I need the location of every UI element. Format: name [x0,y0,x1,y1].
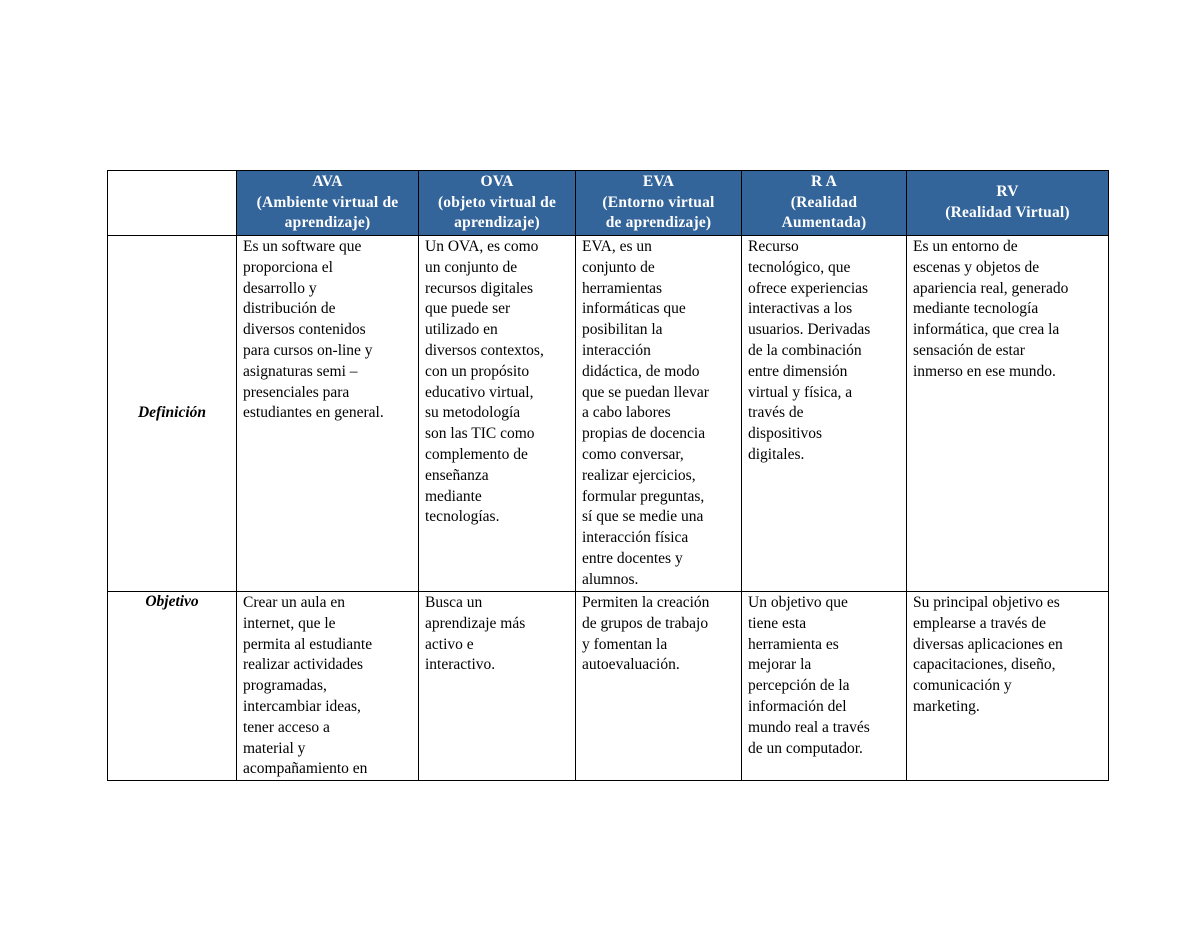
cell-definicion-ova: Un OVA, es como un conjunto de recursos digitales que puede ser utilizado en diversos contextos, con un propósito educativo virtual, su metodología son las TIC como complemento de enseñanza mediante tecnologías. [419,236,576,592]
header-ava-line-2: (Ambiente virtual de [256,193,399,211]
header-rv-line-2: (Realidad Virtual) [945,204,1070,221]
table-row-definicion [108,236,1109,592]
header-eva-line-2: (Entorno virtual [602,193,715,211]
header-row [108,171,1109,236]
header-ava-acronym: AVA [312,172,343,190]
header-ova-line-3: aprendizaje) [454,214,540,232]
row-label-definicion: Definición [108,236,237,592]
comparison-table [107,170,1109,781]
cell-objetivo-ra: Un objetivo que tiene esta herramienta es mejorar la percepción de la información del mundo real a través de un computador. [742,592,907,781]
header-ra-line-2: (Realidad [790,193,858,211]
cell-objetivo-rv: Su principal objetivo es emplearse a través de diversas aplicaciones en capacitaciones, diseño, comunicación y marketing. [907,592,1109,781]
table-row-objetivo [108,592,1109,781]
header-rv-acronym: RV [996,183,1019,201]
header-ra-acronym: R A [810,172,837,190]
header-ra-line-3: Aumentada) [781,214,867,232]
header-eva [576,171,742,236]
header-ova-acronym: OVA [480,172,514,190]
corner-cell [108,171,237,236]
header-ra [742,171,907,236]
cell-objetivo-ova: Busca un aprendizaje más activo e interactivo. [419,592,576,781]
cell-definicion-eva: EVA, es un conjunto de herramientas informáticas que posibilitan la interacción didáctica, de modo que se puedan llevar a cabo labores propias de docencia como conversar, realizar ejercicios, formular preguntas, sí que se medie una interacción física entre docentes y alumnos. [576,236,742,592]
cell-definicion-ra: Recurso tecnológico, que ofrece experiencias interactivas a los usuarios. Derivadas de la combinación entre dimensión virtual y física, a través de dispositivos digitales. [742,236,907,592]
header-rv [907,171,1109,236]
cell-objetivo-ava: Crear un aula en internet, que le permita al estudiante realizar actividades programadas, intercambiar ideas, tener acceso a material y acompañamiento en [237,592,419,781]
header-eva-line-3: de aprendizaje) [605,214,712,232]
cell-definicion-ava: Es un software que proporciona el desarrollo y distribución de diversos contenidos para cursos on-line y asignaturas semi – presenciales para estudiantes en general. [237,236,419,592]
cell-objetivo-eva: Permiten la creación de grupos de trabajo y fomentan la autoevaluación. [576,592,742,781]
header-ava [237,171,419,236]
header-ava-line-3: aprendizaje) [284,214,371,232]
cell-definicion-rv: Es un entorno de escenas y objetos de apariencia real, generado mediante tecnología informática, que crea la sensación de estar inmerso en ese mundo. [907,236,1109,592]
header-ova-line-2: (objeto virtual de [437,193,557,211]
header-ova [419,171,576,236]
header-eva-acronym: EVA [642,172,675,190]
row-label-objetivo: Objetivo [108,592,237,781]
